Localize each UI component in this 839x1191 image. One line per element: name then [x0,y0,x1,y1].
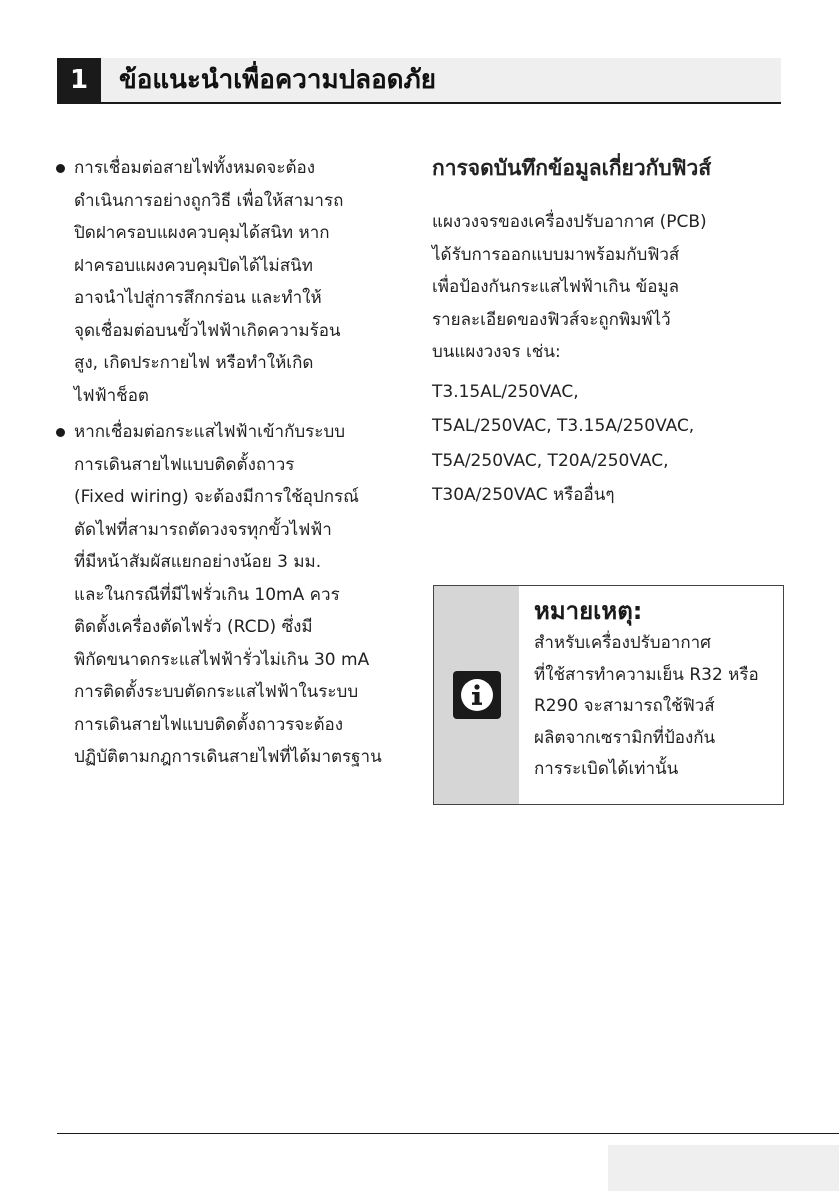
note-content [534,594,778,786]
note-line: ที่ใช้สารทำความเย็น R32 หรือ [534,664,759,685]
fuse-line: เพื่อป้องกันกระแสไฟฟ้าเกิน ข้อมูล [432,277,680,297]
info-icon [453,671,501,719]
fuse-heading: การจดบันทึกข้อมูลเกี่ยวกับฟิวส์ [432,156,712,180]
note-line: การระเบิดได้เท่านั้น [534,759,679,779]
bullet-line: หากเชื่อมต่อกระแสไฟฟ้าเข้ากับระบบ [74,422,346,442]
section-title: ข้อแนะนำเพื่อความปลอดภัย [119,65,436,95]
bullet-line: พิกัดขนาดกระแสไฟฟ้ารั่วไม่เกิน 30 mA [74,649,370,670]
fuse-line: ได้รับการออกแบบมาพร้อมกับฟิวส์ [432,244,680,265]
bullet-item [56,416,418,774]
note-line: ผลิตจากเซรามิกที่ป้องกัน [534,727,716,748]
fuse-description [432,206,792,369]
bullet-line: ไฟฟ้าช็อต [74,385,149,406]
bullet-line: ปิดฝาครอบแผงควบคุมได้สนิท หาก [74,223,330,243]
section-number: 1 [57,58,101,102]
fuse-values [432,375,792,513]
bullet-line: อาจนำไปสู่การสึกกร่อน และทำให้ [74,288,322,308]
footer-divider [57,1133,839,1134]
bullet-item [56,152,418,412]
fuse-line: รายละเอียดของฟิวส์จะถูกพิมพ์ไว้ [432,309,671,330]
note-text [534,628,778,786]
bullet-line: การติดตั้งระบบตัดกระแสไฟฟ้าในระบบ [74,682,359,702]
fuse-line: บนแผงวงจร เช่น: [432,342,561,362]
fuse-value-line: T30A/250VAC หรืออื่นๆ [432,485,615,505]
bullet-line: ฝาครอบแผงควบคุมปิดได้ไม่สนิท [74,255,313,276]
bullet-line: ที่มีหน้าสัมผัสแยกอย่างน้อย 3 มม. [74,552,322,572]
fuse-value-line: T3.15AL/250VAC, [432,381,579,402]
note-line: สำหรับเครื่องปรับอากาศ [534,633,711,653]
note-title: หมายเหตุ: [534,597,643,625]
safety-bullets [56,152,418,778]
note-line: R290 จะสามารถใช้ฟิวส์ [534,696,715,716]
bullet-dot-icon [56,428,65,437]
bullet-line: จุดเชื่อมต่อบนขั้วไฟฟ้าเกิดความร้อน [74,320,341,341]
bullet-line: สูง, เกิดประกายไฟ หรือทำให้เกิด [74,353,314,373]
bullet-line: การเชื่อมต่อสายไฟทั้งหมดจะต้อง [74,158,316,178]
fuse-line: แผงวงจรของเครื่องปรับอากาศ (PCB) [432,212,707,232]
bullet-line: ตัดไฟที่สามารถตัดวงจรทุกขั้วไฟฟ้า [74,519,332,540]
fuse-value-line: T5A/250VAC, T20A/250VAC, [432,450,669,471]
section-header [57,58,781,104]
note-sidebar [434,586,519,804]
bullet-line: ติดตั้งเครื่องตัดไฟรั่ว (RCD) ซึ่งมี [74,617,313,637]
bullet-line: การเดินสายไฟแบบติดตั้งถาวร [74,454,295,475]
bullet-line: ปฏิบัติตามกฎการเดินสายไฟที่ได้มาตรฐาน [74,747,382,767]
bullet-line: การเดินสายไฟแบบติดตั้งถาวรจะต้อง [74,714,344,735]
footer-page-box [608,1145,839,1191]
note-box [433,585,784,805]
bullet-line: และในกรณีที่มีไฟรั่วเกิน 10mA ควร [74,584,340,605]
fuse-section [432,150,792,513]
bullet-dot-icon [56,164,65,173]
bullet-line: ดำเนินการอย่างถูกวิธี เพื่อให้สามารถ [74,190,344,211]
bullet-line: (Fixed wiring) จะต้องมีการใช้อุปกรณ์ [74,487,359,507]
fuse-value-line: T5AL/250VAC, T3.15A/250VAC, [432,416,695,436]
